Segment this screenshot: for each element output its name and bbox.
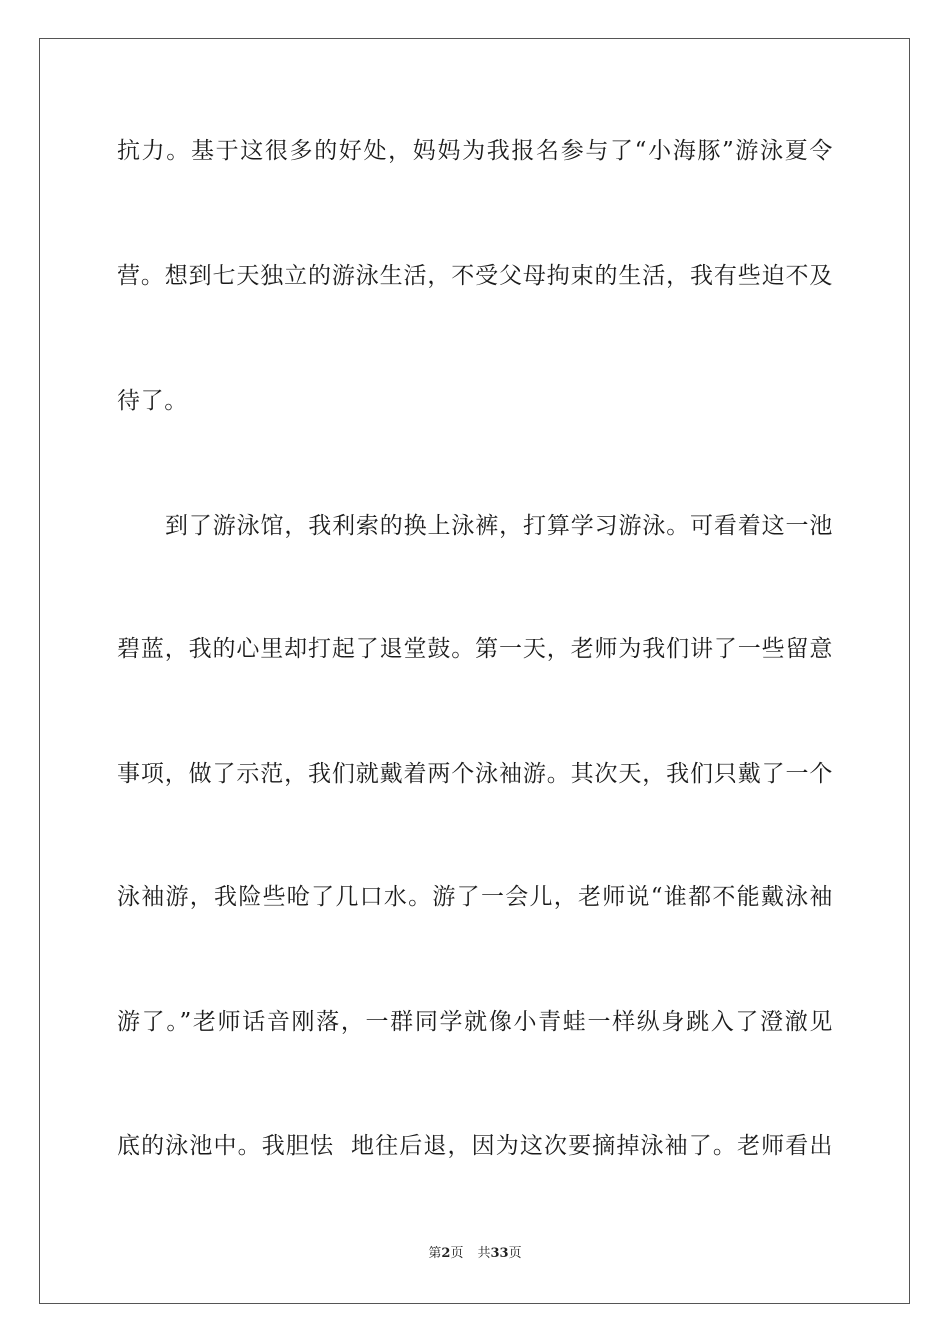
footer-page-suffix: 页 [450, 1246, 464, 1261]
body-line-4: 到了游泳馆，我利索的换上泳裤，打算学习游泳。可看着这一池 [165, 513, 833, 539]
page-frame [39, 38, 910, 1304]
body-line-6: 事项，做了示范，我们就戴着两个泳袖游。其次天，我们只戴了一个 [117, 761, 833, 787]
footer-page-total: 33 [490, 1246, 509, 1261]
footer-total-suffix: 页 [508, 1246, 522, 1261]
page-footer [0, 1245, 950, 1263]
footer-total-prefix: 共 [477, 1246, 491, 1261]
body-line-3: 待了。 [117, 388, 188, 414]
body-line-2: 营。想到七天独立的游泳生活，不受父母拘束的生活，我有些迫不及 [117, 263, 833, 289]
body-line-1: 抗力。基于这很多的好处，妈妈为我报名参与了“小海豚”游泳夏令 [117, 138, 833, 164]
body-line-7: 泳袖游，我险些呛了几口水。游了一会儿，老师说“谁都不能戴泳袖 [117, 884, 833, 910]
body-line-9: 底的泳池中。我胆怯 地往后退，因为这次要摘掉泳袖了。老师看出 [117, 1133, 833, 1159]
footer-page-prefix: 第 [428, 1246, 442, 1261]
footer-page-current: 2 [441, 1246, 451, 1261]
body-line-5: 碧蓝，我的心里却打起了退堂鼓。第一天，老师为我们讲了一些留意 [117, 636, 833, 662]
body-line-8: 游了。”老师话音刚落，一群同学就像小青蛙一样纵身跳入了澄澈见 [117, 1009, 833, 1035]
